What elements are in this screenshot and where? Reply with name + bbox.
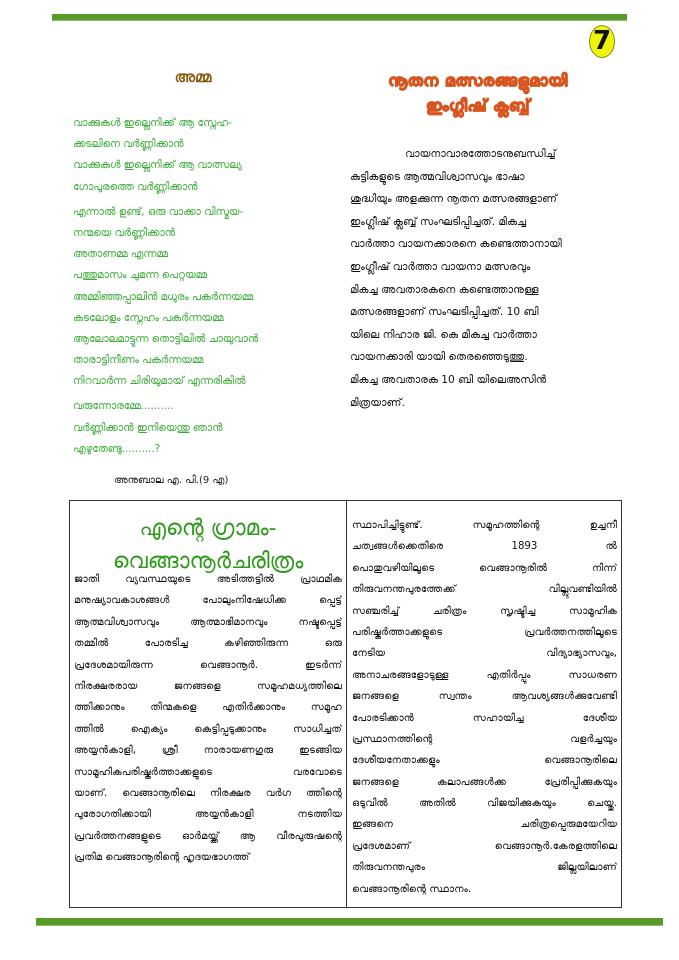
article-text-line: പ്രതിമ വെങ്ങാനൂരിന്റെ ഹൃദയഭാഗത്ത്	[74, 852, 250, 864]
page-number-badge: 7	[589, 25, 615, 58]
club-text-line: ഇംഗ്ലീഷ് വാർത്താ വായനാ മത്സരവും	[350, 260, 531, 273]
poem-line: ആലോലമാട്ടുന്ന തൊട്ടിലിൽ ചായുവാൻ	[73, 332, 259, 345]
article-text-line: ദേശീയനേതാക്കളും വെങ്ങാനൂരിലെ	[352, 755, 617, 767]
bottom-green-rule	[36, 918, 663, 926]
article-text-line: പ്രസ്ഥാനത്തിന്റെ വളർച്ചയും	[352, 733, 617, 745]
club-text-line: മികച്ച അവതാരക 10 ബി യിലെഅസിൻ	[350, 373, 547, 386]
article-text-line: അനാചരങ്ങളോടുള്ള എതിർപ്പും സാധരണ	[352, 669, 617, 681]
article-text-line: ത്തിൽ ഐക്യം കെട്ടിപ്പടുക്കാനും സാധിച്ചത്	[74, 723, 342, 735]
article-text-line: തിരുവനന്തപുരം ജില്ലയിലാണ്	[352, 862, 617, 874]
poem-body	[73, 117, 343, 464]
club-article-body	[350, 143, 620, 414]
club-text-line: യിലെ നിഹാര ജി. കെ മികച്ച വാർത്താ	[350, 328, 537, 341]
article-text-line: നിരക്ഷരരായ ജനങ്ങളെ സമൂഹമധ്യത്തിലെ	[74, 680, 342, 692]
poem-author: അനുബാല എ. പി.(9 എ)	[114, 475, 229, 486]
club-text-line: ശുദ്ധിയും അളക്കുന്ന നൂതന മത്സരങ്ങളാണ്	[350, 193, 558, 206]
article-text-line: പ്രദേശമാണ് വെങ്ങാനൂർ.കേരളത്തിലെ	[352, 840, 617, 852]
club-title-line: ഇംഗ്ലീഷ് ക്ലബ്ബ്	[426, 96, 530, 115]
article-column-divider	[346, 500, 347, 908]
article-text-line: സഞ്ചരിച്ച് ചരിത്രം സൃഷ്ടിച്ച സാമൂഹിക	[352, 605, 617, 617]
top-green-rule	[52, 14, 627, 21]
poem-line: താരാട്ടിനീണം പകർന്നയമ്മ	[73, 354, 204, 367]
article-text-line: പൊതുവഴിയിലൂടെ വെങ്ങാനൂരിൽ നിന്ന്	[352, 562, 617, 574]
poem-line: ഗോപുരത്തെ വർണ്ണിക്കാൻ	[73, 180, 198, 193]
article-title-line: എന്റെ ഗ്രാമം-	[139, 516, 277, 541]
article-text-line: മനുഷ്യാവകാശങ്ങൾ പോലുംനിഷേധിക്ക പ്പെട്ട്	[74, 595, 342, 607]
article-title-line: വെങ്ങാനൂർചരിത്രം	[112, 549, 304, 574]
poem-line: നിറവാർന്ന ചിരിയുമായ് എന്നരികിൽ	[73, 375, 246, 388]
article-text-line: ആത്മവിശ്വാസവും ആത്മാഭിമാനവും നഷ്ടപ്പെട്ട്	[74, 616, 342, 628]
article-text-line: ചത്വങ്ങൾക്കെതിരെ 1893 ൽ	[352, 541, 617, 553]
club-text-line: മിത്രയാണ്.	[350, 396, 405, 409]
article-text-line: അയ്യൻകാളി, ശ്രീ നാരായണഗുരു ഇടങ്ങിയ	[74, 745, 342, 757]
poem-line: അമ്മിഞ്ഞപ്പാലിൻ മധുരം പകർന്നയമ്മ	[73, 290, 254, 303]
article-text-line: ജാതി വ്യവസ്ഥയുടെ അടിത്തട്ടിൽ പ്രാഥമിക	[74, 574, 342, 585]
article-text-line: സ്ഥാപിച്ചിട്ടുണ്ട്. സമൂഹത്തിന്റെ ഉച്ചനീ	[352, 520, 617, 531]
poem-line: വർണ്ണിക്കാൻ ഇനിയെന്തു ഞാൻ	[73, 421, 223, 434]
club-text-line: കുട്ടികളുടെ ആത്മവിശ്വാസവും ഭാഷാ	[350, 170, 525, 183]
poem-line: ക്കടലിനെ വർണ്ണിക്കാൻ	[73, 138, 184, 151]
poem-line: പത്തുമാസം ചുമന്ന പെറ്റയമ്മ	[73, 269, 207, 282]
poem-line: അതാണമ്മ എന്നമ്മ	[73, 248, 168, 261]
article-text-line: പ്രദേശമായിരുന്ന വെങ്ങാനൂർ. ഇടർന്ന്	[74, 659, 342, 671]
article-text-line: ജനങ്ങളെ സ്വന്തം ആവശ്യങ്ങൾക്കുവേണ്ടി	[352, 691, 617, 703]
article-text-line: ഇങ്ങനെ ചരിത്രപ്പെരുമയേറിയ	[352, 819, 617, 831]
article-text-line: വെങ്ങാനൂരിന്റെ സ്ഥാനം.	[352, 883, 472, 895]
article-text-line: ഒടുവിൽ അതിൽ വിജയിക്കുകയും ചെയ്തു.	[352, 798, 617, 810]
club-text-line: വായനക്കാരി യായി തെരഞ്ഞെടുത്തു.	[350, 351, 528, 364]
club-text-line: വായനാവാരത്തോടനുബന്ധിച്ച്	[405, 148, 556, 160]
article-left-column	[74, 569, 342, 868]
article-text-line: നേടിയ വിദ്യാഭ്യാസവും,	[352, 648, 617, 660]
club-article-title	[356, 68, 600, 118]
club-text-line: ഇംഗ്ലീഷ് ക്ലബ്ബ് സംഘടിപ്പിച്ചത്. മികച്ച	[350, 215, 527, 228]
poem-line: വരുന്നോരമ്മേ..........	[73, 400, 174, 413]
article-text-line: തിരുവനന്തപുരത്തേക്ക് വില്ലുവണ്ടിയിൽ	[352, 584, 617, 596]
poem-line: വാക്കുകൾ ഇല്ലെനിക്ക് ആ വാത്സല്യ	[73, 159, 243, 172]
article-text-line: തമ്മിൽ പോരടിച്ച കഴിഞ്ഞിരുന്ന ഒരു	[74, 638, 342, 650]
poem-title: അമ്മ	[174, 68, 212, 86]
article-text-line: സാമൂഹികപരിഷ്കർത്താക്കളുടെ വരവോടെ	[74, 766, 342, 778]
poem-line: എന്നാൽ ഉണ്ട്, ഒരു വാക്കാ വിസ്മയ-	[73, 205, 244, 218]
poem-line: വാക്കുകൾ ഇല്ലെനിക്ക് ആ സ്നേഹ-	[73, 117, 232, 129]
club-title-line: നൂതന മത്സരങ്ങളുമായി	[388, 71, 568, 90]
club-text-line: മികച്ച അവതാരകനെ കണ്ടെത്താനുള്ള	[350, 283, 539, 296]
poem-line: കടലോളം സ്നേഹം പകർന്നയമ്മ	[73, 311, 224, 324]
poem-line: നന്മയെ വർണ്ണിക്കാൻ	[73, 226, 175, 239]
article-text-line: ത്തിക്കാനും തിന്മകളെ എതിർക്കാനും സമൂഹ	[74, 702, 342, 714]
article-text-line: യാണ്. വെങ്ങാനൂരിലെ നിരക്ഷര വർഗ ത്തിന്റെ	[74, 787, 342, 799]
poem-line: എഴുതേണ്ടു..........?	[73, 442, 161, 455]
article-right-column	[352, 515, 617, 900]
article-text-line: പ്രവർത്തനങ്ങളുടെ ഓർമയ്ക്ക് ആ വീരപുരുഷന്റെ	[74, 830, 342, 842]
club-text-line: മത്സരങ്ങളാണ് സംഘടിപ്പിച്ചത്. 10 ബി	[350, 306, 539, 319]
article-text-line: പരിഷ്കർത്താക്കളുടെ പ്രവർത്തനത്തിലൂടെ	[352, 626, 617, 638]
article-text-line: ജനങ്ങളെ കലാപങ്ങൾക്ക പ്രേരിപ്പിക്കുകയും	[352, 776, 617, 788]
club-text-line: വാർത്താ വായനക്കാരനെ കണ്ടെത്താനായി	[350, 238, 562, 251]
article-text-line: പുരോഗതിക്കായി അയ്യൻകാളി നടത്തിയ	[74, 809, 342, 821]
article-text-line: പോരടിക്കാൻ സഹായിച്ച ദേശീയ	[352, 712, 617, 724]
